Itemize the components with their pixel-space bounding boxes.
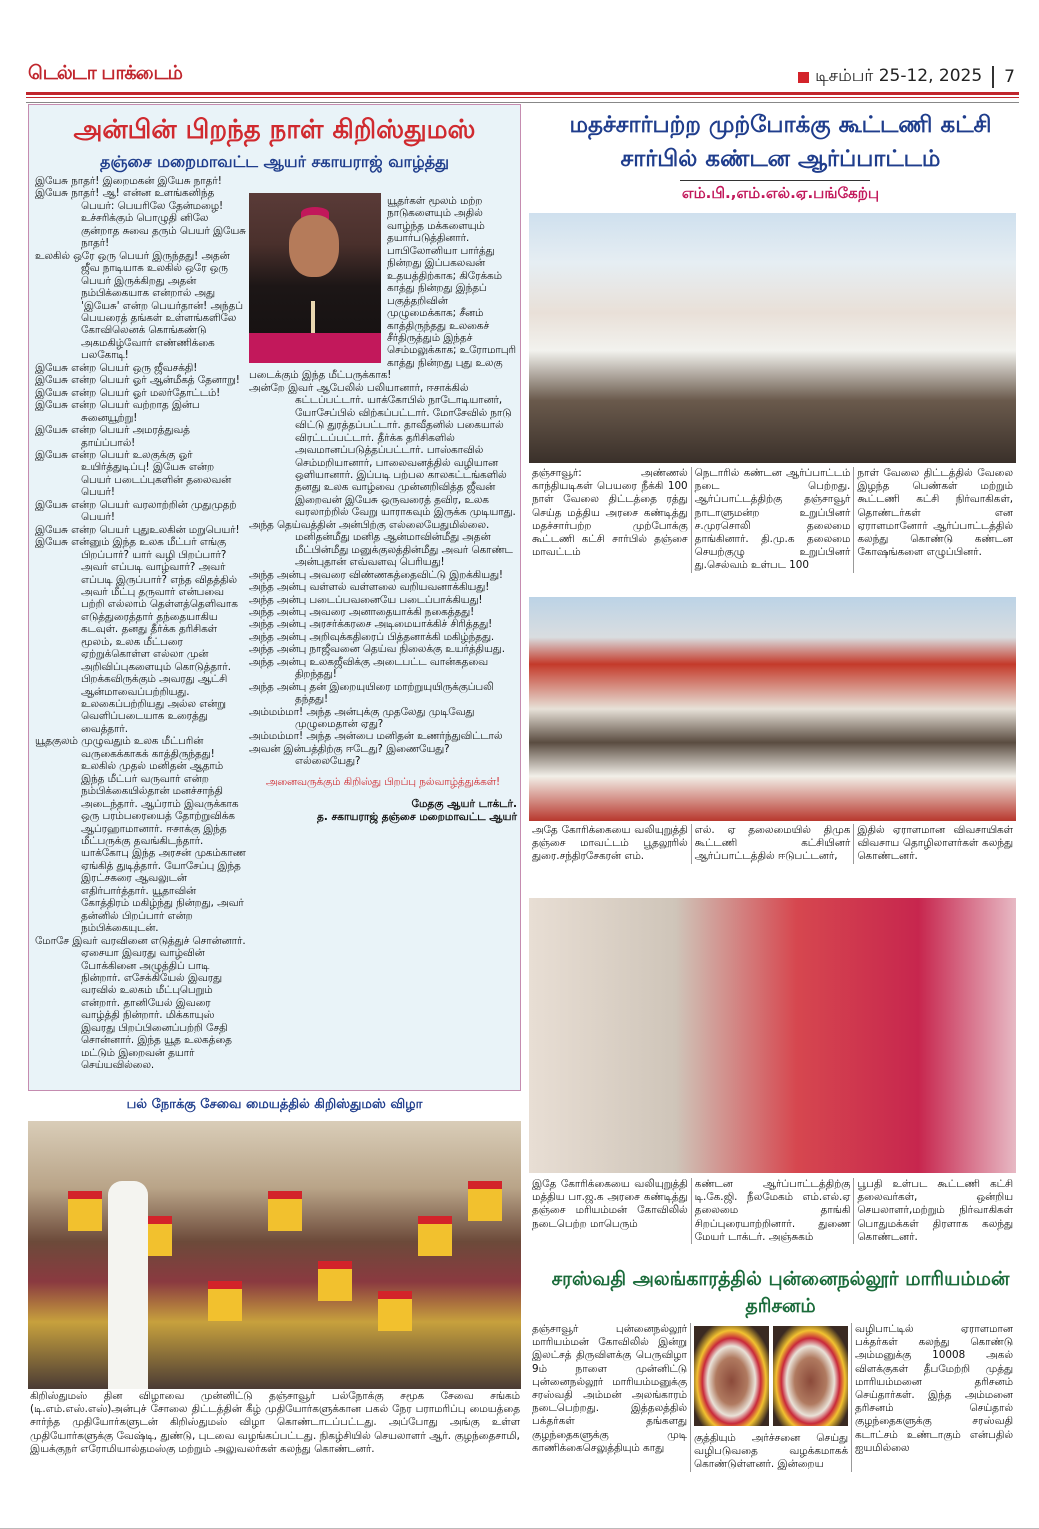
- paragraph: அந்த அன்பு அவரை அனாதையாக்கி நகைத்தது!: [249, 605, 475, 618]
- paragraph: இயேசு என்ற பெயர் ஒரு ஜீவசக்தி!: [35, 361, 198, 374]
- paragraph: இயேசு என்னும் இந்த உலக மீட்பர் எங்கு பிறப்பார்? யார் வழி பிறப்பார்? அவர் எப்படி வாழ்வார்? அவர் எப்படி இருப்பார்? எந்த விதத்தில் அவர் மீட்பு தருவார் என்பவை பற்றி எல்லாம் தெள்ளத்தெளிவாக எடுத்துரைத்தார் தந்தையாகிய கடவுள். தனது தீர்க்க தரிசிகள் மூலம், உலக மீட்பரை ஏற்றுக்கொள்ள எல்லா முன் அறிவிப்புகளையும் கொடுத்தார். பிறக்கவிருக்கும் அவரது ஆட்சி ஆன்மாவைப்பற்றியது. உலகைப்பற்றியது அல்ல என்று வெளிப்படையாக உரைத்து வைத்தார்.: [35, 536, 238, 735]
- protest-text-block-2: [529, 824, 1016, 864]
- paragraph: யூதர்கள் மூலம் மற்ற நாடுகளையும் அதில் வாழ்ந்த மக்களையும் தயார்படுத்தினார்.: [387, 195, 485, 245]
- paragraph: மோசே இவர் வரவினை எடுத்துச் சொன்னார். ஏசையா இவரது வாழ்வின் போக்கினை அழுத்திப் பாடி நின்றார். எசேக்கியேல் இவரது வரவில் உலகம் மீட்புபெறும் என்றார். தானியேல் இவரை வாழ்த்தி நின்றார். மிக்காயுஸ் இவரது பிறப்பினைப்பற்றி சேதி சொன்னார். இந்த யூத உலகத்தை மட்டும் இறைவன் தயார் செய்யவில்லை.: [35, 934, 246, 1072]
- paragraph: இயேசு என்ற பெயர் வற்றாத இன்ப சுனையூற்று!: [35, 399, 200, 424]
- protest-photo-mariamman-kovil: [529, 898, 1016, 1173]
- text-column: அதே கோரிக்கையை வலியுறுத்தி தஞ்சை மாவட்டம் பூதலூரில் துரை.சந்திரசேகரன் எம்.: [532, 824, 688, 863]
- paragraph: அந்த அன்பு தன் இறையுயிரை மாற்றுயுயிருக்குப்பலி தந்தது!: [249, 680, 494, 706]
- protest-text-block-1: [529, 467, 1016, 573]
- paragraph: அந்த அன்பு அறிவுக்கதிரைப் பித்தனாக்கி மகிழ்ந்தது.: [249, 630, 495, 643]
- paragraph: இயேசு என்ற பெயர் வரலாற்றின் முதுமுதற் பெயர்!: [35, 498, 237, 524]
- paragraph: அந்த அன்பு உலகஜீவிக்கு அடைபட்ட வான்கதவை திறந்தது!: [249, 655, 488, 681]
- paragraph: அந்த அன்பு அரசர்க்கரசை அடிமையாக்கிச் சிரித்தது!: [249, 618, 493, 631]
- text-column: கண்டன ஆர்ப்பாட்டத்திற்கு டி.கே.ஜி. நீலமேகம் எம்.எல்.ஏ தலைமை தாங்கி சிறப்புரையாற்றினார். துணை மேயர் டாக்டர். அஞ்சுகம்: [691, 1178, 854, 1244]
- paragraph: இயேசு என்ற பெயர் புதுஉலகின் மறுபெயர்!: [35, 523, 240, 536]
- divider: [992, 66, 994, 88]
- text-column: பூபதி உள்பட கூட்டணி கட்சி தலைவர்கள், ஒன்றிய செயலாளர்,மற்றும் நிர்வாகிகள் பொதுமக்கள் திரளாக கலந்து கொண்டனர்.: [853, 1178, 1016, 1244]
- paragraph: இயேசு என்ற பெயர் உலகுக்கு ஓர் உயிர்த்துடிப்பு! இயேசு என்ற பெயர் படைப்புகளின் தலைவன் பெயர்!: [35, 448, 232, 499]
- issue-date: [798, 66, 1015, 88]
- article-column-1: [35, 175, 247, 1072]
- masthead-rule: [26, 92, 1019, 95]
- temple-article-body: [529, 1323, 1016, 1472]
- paragraph: அந்த அன்பு படைப்பவனையே படைப்பாக்கியது!: [249, 593, 483, 606]
- masthead-rule-grey: [26, 102, 1019, 103]
- text-column: எல். ஏ தலைமையில் திமுக கூட்டணி கட்சியினர் ஆர்ப்பாட்டத்தில் ஈடுபட்டனர்,: [691, 824, 854, 864]
- paragraph: அவன் இன்பத்திற்கு ஈடேது? இணையேது? எல்லையேது?: [249, 742, 450, 768]
- signature-line-1: மேதகு ஆயர் டாக்டர்.: [411, 798, 517, 811]
- paragraph: பாபிலோனியா பார்த்து நின்றது இப்பகலவன் உதயத்திற்காக; கிரேக்கம் காத்து நின்றது இந்தப் பகுத்தறிவின் முழுமைக்காக; சீனம் காத்திருந்தது உலகைச் சீர்திருத்தும் இந்தச் செம்மலுக்காக; உரோமாபுரி காத்து நின்றது புது உலகு படைக்கும் இந்த மீட்பருக்காக!: [249, 244, 516, 382]
- masthead-rule-thin: [26, 97, 1019, 98]
- christmas-article: [28, 104, 521, 1091]
- paragraph: இயேசு என்ற பெயர் அமரத்துவத் தாய்ப்பால்!: [35, 424, 190, 449]
- paragraph: இயேசு நாதர்! ஆ! என்ன உளங்கனிந்த பெயர்: பெயரிலே தேன்மழை! உச்சரிக்கும் பொழுதி னிலே குன்றாத சுவை தரும் பெயர் இயேசு நாதர்!: [35, 187, 246, 250]
- text-column: இதே கோரிக்கையை வலியுறுத்தி மத்திய பா.ஜ.க அரசை கண்டித்து தஞ்சை மரியம்மன் கோவிலில் நடைபெற்ற மாபெரும்: [532, 1178, 688, 1230]
- paragraph: அந்த அன்பு அவரை விண்ணகத்தைவிட்டு இறக்கியது!: [249, 568, 503, 581]
- text-column: வழிபாட்டில் ஏராளமான பக்தர்கள் கலந்து கொண்டு அம்மனுக்கு 10008 அகல் விளக்குகள் தீபமேற்றி முத்து மாரியம்மனை தரிசனம் செய்தார்கள். இந்த அம்மனை தரிசனம் செய்தால் குழந்தைகளுக்கு சரஸ்வதி கடாட்சம் உண்டாகும் என்பதில் ஐயமில்லை: [855, 1323, 1013, 1454]
- text-column: தஞ்சாவூர்: அண்ணல் காந்தியடிகள் பெயரை நீக்கி 100 நாள் வேலை திட்டத்தை ரத்து செய்த மத்திய அரசை கண்டித்து மதச்சார்பற்ற முற்போக்கு கூட்டணி கட்சி சார்பில் தஞ்சை மாவட்டம்: [532, 467, 688, 559]
- paragraph: அந்த அன்பு வள்ளல் வள்ளலை வறியவனாக்கியது!: [249, 581, 490, 594]
- paragraph: அம்மம்மா! அந்த அன்பை மனிதன் உணர்ந்துவிட்டால்: [249, 730, 503, 743]
- text-column: இதில் ஏராளமான விவசாயிகள் விவசாய தொழிலாளர்கள் கலந்து கொண்டனர்.: [853, 824, 1016, 864]
- bishop-photo: [249, 193, 381, 363]
- protest-article-title: மதச்சார்பற்ற முற்போக்கு கூட்டணி கட்சி சார்பில் கண்டன ஆர்ப்பாட்டம்: [569, 112, 992, 172]
- paragraph: அன்றே இவர் ஆபேலில் பலியானார், ஈசாக்கில் கட்டப்பட்டார். யாக்கோபில் நாடோடியானர், யோசேப்பில் விற்கப்பட்டார். மோசேவில் நாடு விட்டு துரத்தப்பட்டார். தாவீதனில் பகையால் விரட்டப்பட்டார். தீர்க்க தரிசிகளில் அவமானப்படுத்தப்பட்டார். பாஸ்காவில் செம்மறியானார், பாலைவனத்தில் வழியான ஒளியானார். இப்படி பற்பல காலகட்டங்களில் தனது உலக வாழ்வை முன்னறிவித்த ஜீவன் இறைவன் இயேசு ஒருவரைத் தவிர, உலக வரலாற்றில் வேறு யாராகவும் இருக்க முடியாது.: [249, 381, 516, 519]
- red-square-icon: [798, 72, 809, 83]
- text-column: நாள் வேலை திட்டத்தில் வேலை இழந்த பெண்கள் மற்றும் கூட்டணி கட்சி நிர்வாகிகள், தொண்டர்கள் என ஏராளமானோர் ஆர்ப்பாட்டத்தில் கலந்து கொண்டு கண்டன கோஷங்களை எழுப்பினர்.: [853, 467, 1016, 573]
- article-column-2: [249, 195, 517, 823]
- protest-article-subtitle: எம்.பி.,எம்.எல்.ஏ.பங்கேற்பு: [681, 184, 880, 202]
- paragraph: இயேசு என்ற பெயர் ஓர் மலர்தோட்டம்!: [35, 386, 221, 399]
- protest-text-block-3: [529, 1178, 1016, 1244]
- paragraph: அந்த தெய்வத்தின் அன்பிற்கு எல்லையேதுமில்லை. மனிதன்மீது மனித ஆன்மாவின்மீது அதன் மீட்பின்மீது மனுக்குலத்தின்மீது அவர் கொண்ட அன்புதான் எவ்வளவு பெரியது!: [249, 518, 513, 569]
- elder-photo-caption: கிறிஸ்துமஸ் தின விழாவை முன்னிட்டு தஞ்சாவூர் பல்நோக்கு சமூக சேவை சங்கம் (டி.எம்.எஸ்.எஸ்)அன்புச் சோலை திட்டத்தின் கீழ் முதியோர்களுக்கான பகல் நேர பராமரிப்பு மையத்தை சார்ந்த முதியோர்களுடன் கிறிஸ்துமஸ் விழா கொண்டாடப்பட்டது. அப்போது அங்கு உள்ள முதியோர்களுக்கு வேஷ்டி, துண்டு, புடவை வழங்கப்பட்டது. நிகழ்சியில் செயலாளர் ஆர். குழந்தைசாமி, இயக்குநர் எரோமியால்தமஸ்கு மற்றும் அலுவலர்கள் கலந்து கொண்டனர்.: [30, 1390, 520, 1455]
- protest-photo-budalur: [529, 597, 1016, 821]
- saraswati-alankaram-photos: [694, 1326, 848, 1426]
- masthead-logo: [28, 62, 182, 87]
- elder-christmas-photo: [28, 1121, 521, 1389]
- christmas-greeting: அனைவருக்கும் கிறிஸ்து பிறப்பு நல்வாழ்த்துக்கள்!: [265, 775, 501, 788]
- temple-article-title: சரஸ்வதி அலங்காரத்தில் புன்னைநல்லூர் மாரியம்மன் தரிசனம்: [551, 1268, 1010, 1317]
- paragraph: உலகில் ஒரே ஒரு பெயர் இருந்தது! அதன் ஜீவ நாடியாக உலகில் ஒரே ஒரு பெயர் இருக்கிறது அதன் நம்பிக்கையாக என்றால் அது 'இயேசு' என்ற பெயர்தான்! அந்தப் பெயரைத் தங்கள் உள்ளங்களிலே கோவிலெனக் கொங்கண்டு அகமகிழ்வோர் எண்ணிக்கை பலகோடி!: [35, 249, 243, 362]
- article-title: அன்பின் பிறந்த நாள் கிறிஸ்துமஸ்: [73, 115, 476, 145]
- goddess-photo: [773, 1326, 848, 1426]
- text-column: தஞ்சாவூர் புன்னைநல்லூர் மாரியம்மன் கோவிலில் இன்று இலட்சத் திருவிளக்கு பெருவிழா 9ம் நாளை முன்னிட்டு புன்னைநல்லூர் மாரியம்மனுக்கு சரஸ்வதி அம்மன் அலங்காரம் நடைபெற்றது. இத்தலத்தில் பக்தர்கள் தங்களது குழந்தைகளுக்கு முடி காணிக்கைசெலுத்தியும் காது: [532, 1323, 687, 1454]
- paragraph: யூதகுலம் முழுவதும் உலக மீட்பரின் வருகைக்காகக் காத்திருந்தது! உலகில் முதல் மனிதன் ஆதாம் இந்த மீட்பர் வருவார் என்ற நம்பிக்கையில்தான் மனச்சாந்தி அடைந்தார். ஆப்ராம் இவருக்காக ஒரு பரம்பரையைத் தோற்றுவிக்க ஆப்ரஹாமானார். ஈசாக்கு இந்த மீட்பருக்கு தவங்கிடந்தார். யாக்கோபு இந்த அரசன் முகம்காண ஏங்கித் துடித்தார். யோசேப்பு இந்த இரட்சகரை ஆவலுடன் எதிர்பார்த்தார். யூதாவின் கோத்திரம் மகிழ்ந்து நின்றது, அவர் தன்னில் பிறப்பார் என்ற நம்பிக்கையுடன்.: [35, 735, 246, 935]
- paragraph: இயேசு நாதர்! இறைமகன் இயேசு நாதர்!: [35, 175, 222, 187]
- signature-line-2: த. சகாயராஜ் தஞ்சை மறைமாவட்ட ஆயர்: [316, 810, 517, 823]
- paragraph: இயேசு என்ற பெயர் ஓர் ஆன்மீகத் தேனாறு!: [35, 374, 240, 387]
- article-subtitle: தஞ்சை மறைமாவட்ட ஆயர் சகாயராஜ் வாழ்த்து: [99, 152, 450, 171]
- protest-photo-thanjavur: [529, 213, 1016, 463]
- logo-text: டெல்டா பாக்டைம்: [28, 62, 182, 84]
- elder-article-heading: பல் நோக்கு சேவை மையத்தில் கிறிஸ்துமஸ் விழா: [126, 1097, 423, 1112]
- paragraph: அம்மம்மா! அந்த அன்புக்கு முதலேது முடிவேது முழுமைதான் ஏது?: [249, 705, 475, 731]
- text-column: நெடாரில் கண்டன ஆர்ப்பாட்டம் நடை பெற்றது. ஆர்ப்பாட்டத்திற்கு தஞ்சாவூர் நாடாளுமன்ற உறுப்பினர் ச.முரசொலி தலைமை தாங்கினார். தி.மு.க தலைமை செயற்குழு உறுப்பினர் து.செல்வம் உள்பட 100: [691, 467, 854, 573]
- goddess-photo: [694, 1326, 769, 1426]
- page-number: 7: [1004, 67, 1015, 87]
- text-column: குத்தியும் அர்ச்சனை செய்து வழிபடுவதை வழக்கமாகக் கொண்டுள்ளனர். இன்றைய: [694, 1432, 848, 1471]
- date-text: டிசம்பர் 25-12, 2025: [815, 66, 983, 86]
- title-rule: [680, 180, 870, 181]
- paragraph: அந்த அன்பு நாஜீவனை தெய்வ நிலைக்கு உயர்த்தியது.: [249, 643, 506, 656]
